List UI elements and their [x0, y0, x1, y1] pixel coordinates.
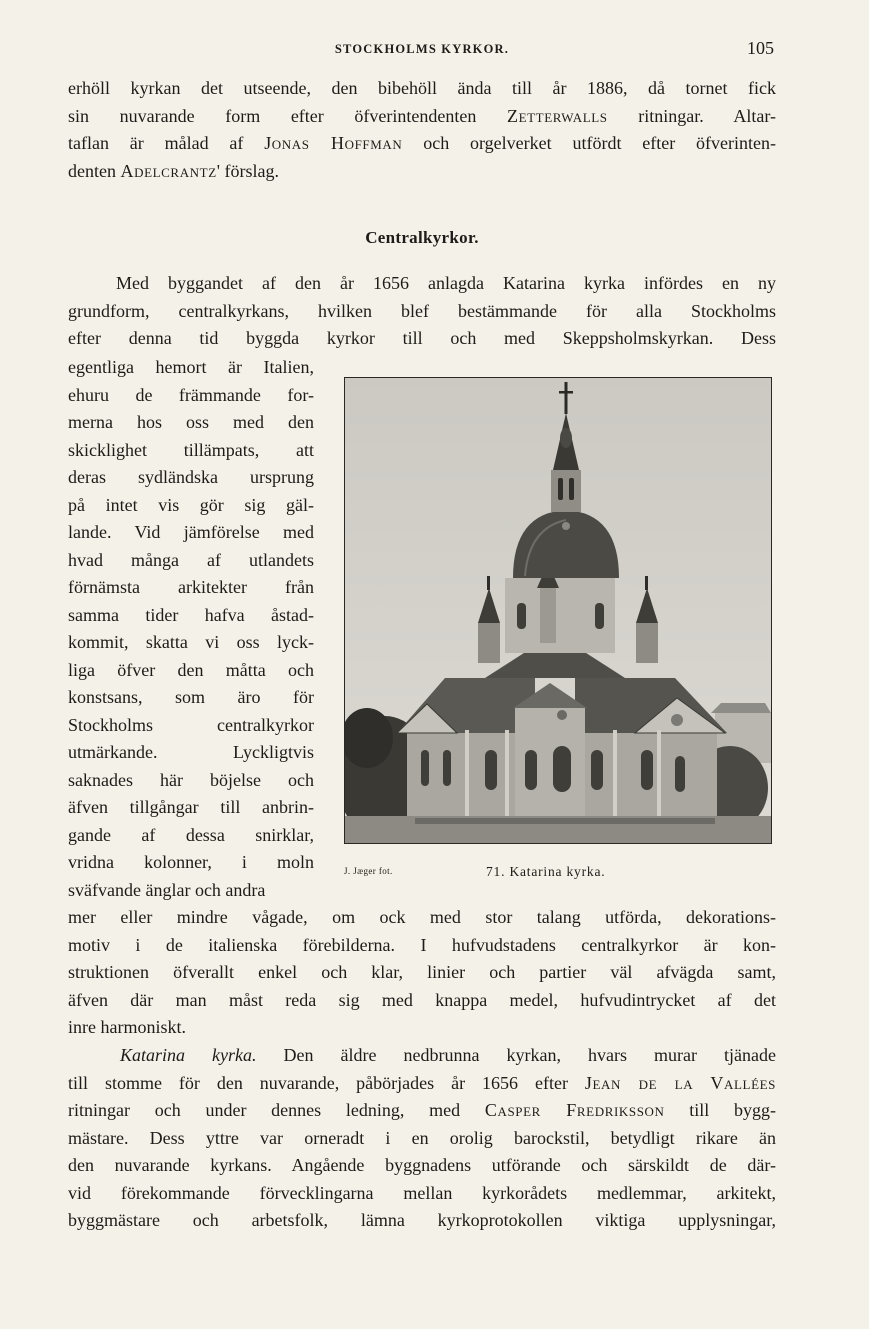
narrow-line: på intet vis gör sig gäl- — [68, 494, 314, 515]
narrow-line: kommit, skatta vi oss lyck- — [68, 632, 314, 652]
katarina-title: Katarina kyrka. — [120, 1045, 257, 1065]
body-line: mer eller mindre vågade, om ock med stor talang utförda, dekorations- — [68, 907, 776, 927]
continuation-paragraph — [68, 904, 776, 1042]
narrow-line: liga öfver den måtta och — [68, 659, 314, 680]
narrow-line: konstsans, som äro för — [68, 687, 314, 707]
intro-line: erhöll kyrkan det utseende, den bibehöll ända till år 1886, då tornet fick — [68, 78, 776, 98]
body-line: struktionen öfverallt enkel och klar, linier och partier väl afvägda samt, — [68, 962, 776, 982]
page-number: 105 — [747, 38, 774, 58]
narrow-line: ehuru de främmande for- — [68, 384, 314, 405]
body-line: Katarina kyrka. Den äldre nedbrunna kyrkan, hvars murar tjänade — [120, 1045, 776, 1065]
intro-line: denten Adelcrantz' förslag. — [68, 160, 279, 181]
narrow-line: egentliga hemort är Italien, — [68, 357, 314, 377]
running-title: STOCKHOLMS KYRKOR. — [334, 42, 510, 56]
body-line: inre harmoniskt. — [68, 1017, 186, 1037]
photographer-credit: J. Jæger fot. — [344, 866, 393, 876]
narrow-line: gande af dessa snirklar, — [68, 824, 314, 845]
body-line: mästare. Dess yttre var orneradt i en orolig barockstil, betydligt rikare än — [68, 1127, 776, 1148]
body-line: motiv i de italienska förebilderna. I hufvudstadens centralkyrkor är kon- — [68, 934, 776, 955]
figure-caption: 71. Katarina kyrka. — [486, 864, 606, 879]
body-line: vid förekommande förvecklingarna mellan kyrkorådets medlemmar, arkitekt, — [68, 1182, 776, 1203]
body-line: byggmästare och arbetsfolk, lämna kyrkoprotokollen viktiga upplysningar, — [68, 1210, 776, 1230]
narrow-line: förnämsta arkitekter från — [68, 577, 314, 597]
narrow-line: deras sydländska ursprung — [68, 467, 314, 487]
narrow-line: merna hos oss med den — [68, 412, 314, 432]
narrow-line: samma tider hafva åstad- — [68, 604, 314, 625]
narrow-line: utmärkande. Lyckligtvis — [68, 742, 314, 762]
narrow-line: sväfvande änglar och andra — [68, 879, 266, 900]
name-adelcrantz: Adelcrantz — [120, 160, 217, 181]
name-fredriksson: Casper Fredriksson — [484, 1100, 665, 1120]
body-line: den nuvarande kyrkans. Angående byggnadens utförande och särskildt de där- — [68, 1155, 776, 1175]
body-line: ritningar och under dennes ledning, med Casper Fredriksson till bygg- — [68, 1100, 777, 1120]
katarina-church-illustration — [345, 378, 771, 843]
page-header — [68, 38, 776, 62]
intro-paragraph — [68, 75, 776, 185]
centralkyrkor-paragraph — [68, 270, 776, 353]
name-zetterwall: Zetterwalls — [506, 105, 608, 126]
body-line: Med byggandet af den år 1656 anlagda Katarina kyrka infördes en ny — [116, 273, 776, 293]
narrow-line: saknades här böjelse och — [68, 769, 314, 790]
katarina-paragraph — [68, 1042, 776, 1235]
narrow-text-column — [68, 354, 314, 904]
section-heading: Centralkyrkor. — [365, 228, 479, 247]
narrow-line: Stockholms centralkyrkor — [68, 714, 314, 735]
body-line: äfven där man måst reda sig med knappa medel, hufvudintrycket af det — [68, 989, 776, 1010]
body-line: till stomme för den nuvarande, påbörjades år 1656 efter Jean de la Vallées — [68, 1072, 776, 1093]
narrow-line: hvad många af utlandets — [68, 549, 314, 570]
name-vallee: Jean de la Vallées — [584, 1072, 776, 1093]
narrow-line: äfven tillgångar till anbrin- — [68, 797, 314, 817]
name-hoffman: Jonas Hoffman — [264, 133, 403, 153]
narrow-line: lande. Vid jämförelse med — [68, 522, 314, 542]
body-line: efter denna tid byggda kyrkor till och med Skeppsholmskyrkan. Dess — [68, 328, 776, 348]
intro-line: sin nuvarande form efter öfverintendenten Zetterwalls ritningar. Altar- — [68, 105, 776, 126]
narrow-line: vridna kolonner, i moln — [68, 852, 314, 872]
church-photograph — [344, 377, 772, 844]
body-line: grundform, centralkyrkans, hvilken blef bestämmande för alla Stockholms — [68, 300, 776, 321]
narrow-line: skicklighet tillämpats, att — [68, 439, 314, 460]
intro-line: taflan är målad af Jonas Hoffman och orgelverket utfördt efter öfverinten- — [68, 133, 777, 153]
